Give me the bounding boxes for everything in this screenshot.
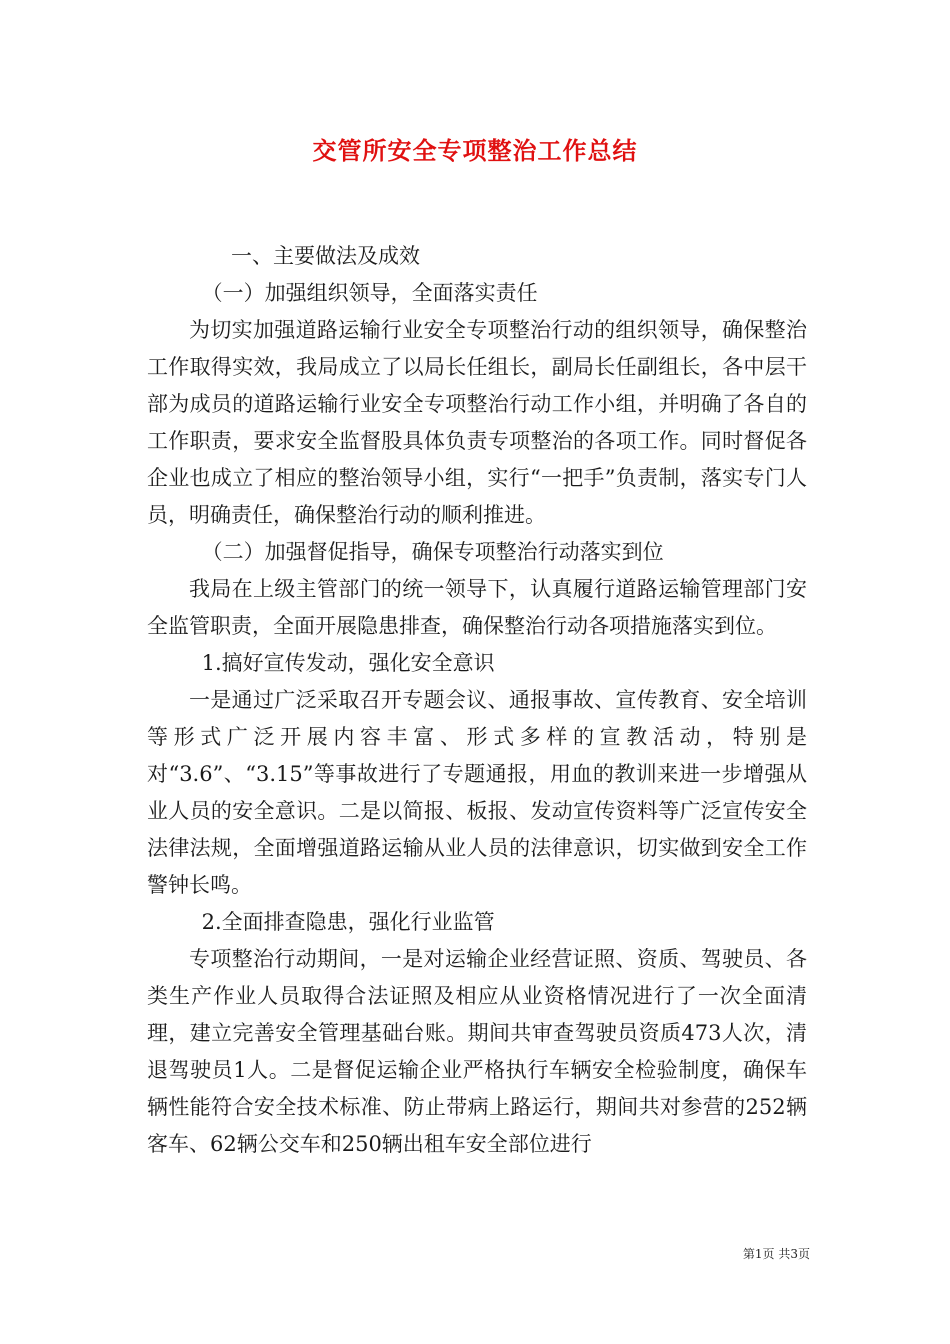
body-paragraph: 我局在上级主管部门的统一领导下，认真履行道路运输管理部门安全监管职责，全面开展隐患排查，确保整治行动各项措施落实到位。 bbox=[147, 577, 807, 638]
body-paragraph: 一是通过广泛采取召开专题会议、通报事故、宣传教育、安全培训等形式广泛开展内容丰富、形式多样的宣教活动，特别是对“3.6”、“3.15”等事故进行了专题通报，用血的教训来进一步增强从业人员的安全意识。二是以简报、板报、发动宣传资料等广泛宣传安全法律法规，全面增强道路运输从业人员的法律意识，切实做到安全工作警钟长鸣。 bbox=[147, 688, 807, 897]
item-heading-1: 1.搞好宣传发动，强化安全意识 bbox=[201, 651, 495, 675]
item-heading-2: 2.全面排查隐患，强化行业监管 bbox=[201, 910, 495, 934]
body-paragraph: 专项整治行动期间，一是对运输企业经营证照、资质、驾驶员、各类生产作业人员取得合法证照及相应从业资格情况进行了一次全面清理，建立完善安全管理基础台账。期间共审查驾驶员资质473人次，清退驾驶员1人。二是督促运输企业严格执行车辆安全检验制度，确保车辆性能符合安全技术标准、防止带病上路运行，期间共对参营的252辆客车、62辆公交车和250辆出租车安全部位进行 bbox=[147, 947, 807, 1156]
page-title: 交管所安全专项整治工作总结 bbox=[312, 136, 638, 165]
body-paragraph: 为切实加强道路运输行业安全专项整治行动的组织领导，确保整治工作取得实效，我局成立了以局长任组长，副局长任副组长，各中层干部为成员的道路运输行业安全专项整治行动工作小组，并明确了各自的工作职责，要求安全监督股具体负责专项整治的各项工作。同时督促各企业也成立了相应的整治领导小组，实行“一把手”负责制，落实专门人员，明确责任，确保整治行动的顺利推进。 bbox=[147, 318, 807, 527]
subsection-heading-1: （一）加强组织领导，全面落实责任 bbox=[201, 281, 538, 305]
section-heading-1: 一、主要做法及成效 bbox=[231, 244, 420, 268]
subsection-heading-2: （二）加强督促指导，确保专项整治行动落实到位 bbox=[201, 540, 664, 564]
page-number: 第1页 共3页 bbox=[742, 1247, 810, 1261]
document-body bbox=[147, 238, 807, 1163]
